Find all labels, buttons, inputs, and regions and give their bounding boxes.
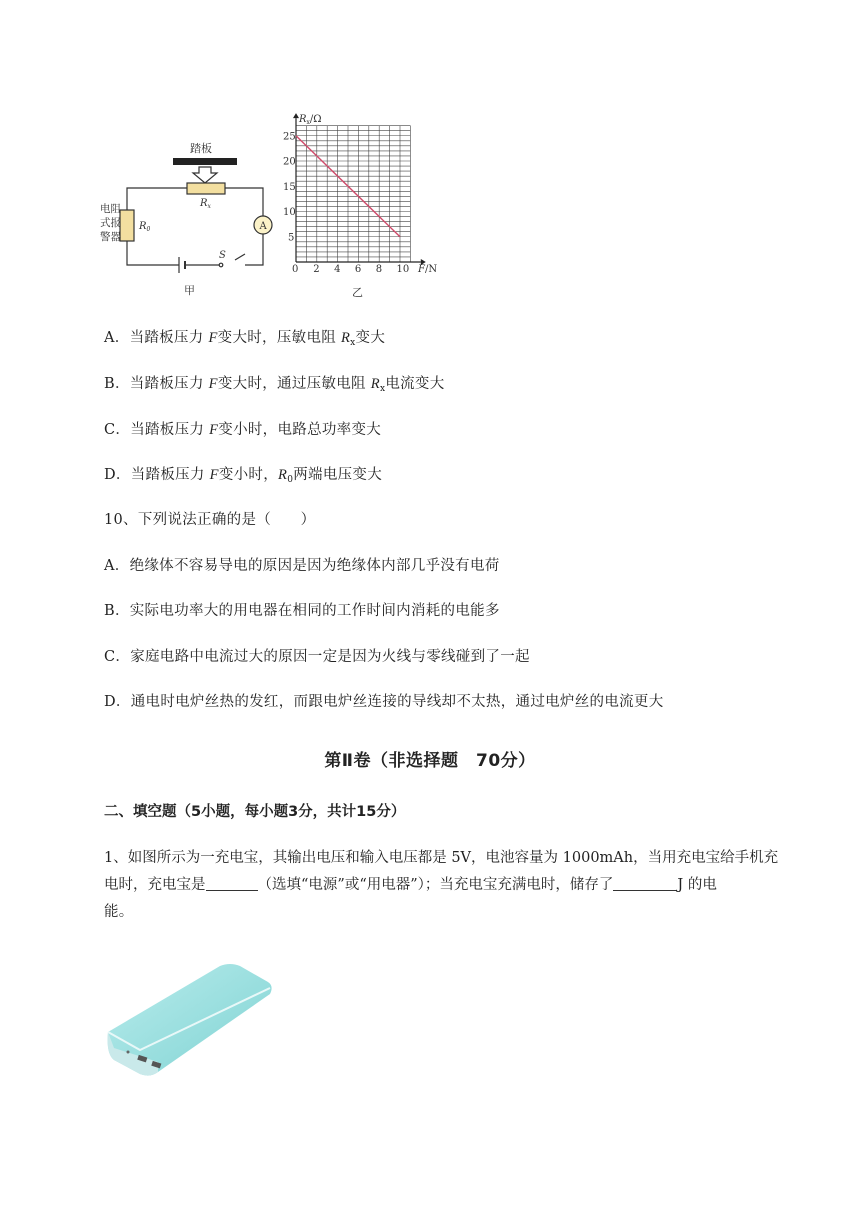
- led-indicator: [127, 1051, 130, 1054]
- x-tick-label: 2: [313, 264, 320, 275]
- fill1-line3: 能。: [104, 904, 134, 920]
- r0-resistor: [120, 210, 134, 241]
- y-tick-label: 20: [283, 156, 296, 168]
- switch-contact: [219, 263, 223, 267]
- x-tick-label: 6: [354, 264, 362, 275]
- q10-option-a: A．绝缘体不容易导电的原因是因为绝缘体内部几乎没有电荷: [104, 558, 500, 574]
- q10-stem: 10、下列说法正确的是（ ）: [104, 512, 316, 528]
- rx-resistor: [187, 183, 225, 194]
- origin-label: 0: [292, 264, 299, 275]
- power-bank-image: [100, 960, 280, 1090]
- pedal-label: 踏板: [190, 142, 212, 155]
- y-tick-label: 5: [288, 232, 295, 244]
- q10-option-c: C．家庭电路中电流过大的原因一定是因为火线与零线碰到了一起: [104, 649, 530, 665]
- q9-option-c: C．当踏板压力 F变小时，电路总功率变大: [104, 422, 382, 438]
- rx-label: $R_x$: [200, 198, 211, 210]
- x-tick-label: 4: [334, 264, 341, 275]
- ammeter-label: A: [259, 221, 267, 232]
- section-title: 第Ⅱ卷（非选择题 70分）: [324, 751, 536, 771]
- answer-blank-2[interactable]: [613, 876, 677, 891]
- x-axis-label: F/N: [418, 264, 438, 275]
- alarm-label-line2: 式报: [100, 217, 121, 229]
- answer-blank-1[interactable]: [206, 876, 258, 891]
- alarm-label-line3: 警器: [100, 231, 121, 243]
- y-tick-label: 15: [283, 181, 296, 193]
- fill1-line2: 电时，充电宝是 （选填“电源”或“用电器”）；当充电宝充满电时，储存了 J 的电: [104, 877, 717, 893]
- pedal-bar: [173, 158, 237, 165]
- x-tick-label: 8: [375, 264, 383, 275]
- y-tick-label: 25: [283, 131, 296, 143]
- q10-option-d: D．通电时电炉丝热的发红，而跟电炉丝连接的导线却不太热，通过电炉丝的电流更大: [104, 694, 664, 710]
- switch-label: S: [219, 250, 226, 261]
- x-tick-label: 10: [396, 264, 410, 275]
- y-tick-label: 10: [283, 207, 296, 218]
- y-axis-label: $R_x/\Omega$: [299, 114, 322, 126]
- circuit-diagram: [120, 158, 272, 273]
- alarm-label-line1: 电阻: [100, 203, 121, 215]
- r0-label: $R_0$: [139, 221, 151, 233]
- q9-option-a: A．当踏板压力 F变大时，压敏电阻 $R_x$变大: [104, 330, 386, 348]
- graph: [283, 113, 426, 275]
- q10-option-b: B．实际电功率大的用电器在相同的工作时间内消耗的电能多: [104, 603, 500, 619]
- circuit-caption: 甲: [184, 284, 195, 297]
- q9-option-b: B．当踏板压力 F变大时，通过压敏电阻 $R_x$电流变大: [104, 376, 445, 394]
- q9-option-d: D．当踏板压力 F变小时，$R_0$两端电压变大: [104, 467, 383, 485]
- circuit-and-graph-figure: [95, 105, 455, 305]
- pedal-arrow: [193, 167, 217, 183]
- fill1-line1: 1、如图所示为一充电宝，其输出电压和输入电压都是 5V，电池容量为 1000mAh，当用充电宝给手机充: [104, 850, 779, 866]
- section-subheading: 二、填空题（5小题，每小题3分，共计15分）: [104, 804, 406, 820]
- graph-caption: 乙: [352, 286, 363, 299]
